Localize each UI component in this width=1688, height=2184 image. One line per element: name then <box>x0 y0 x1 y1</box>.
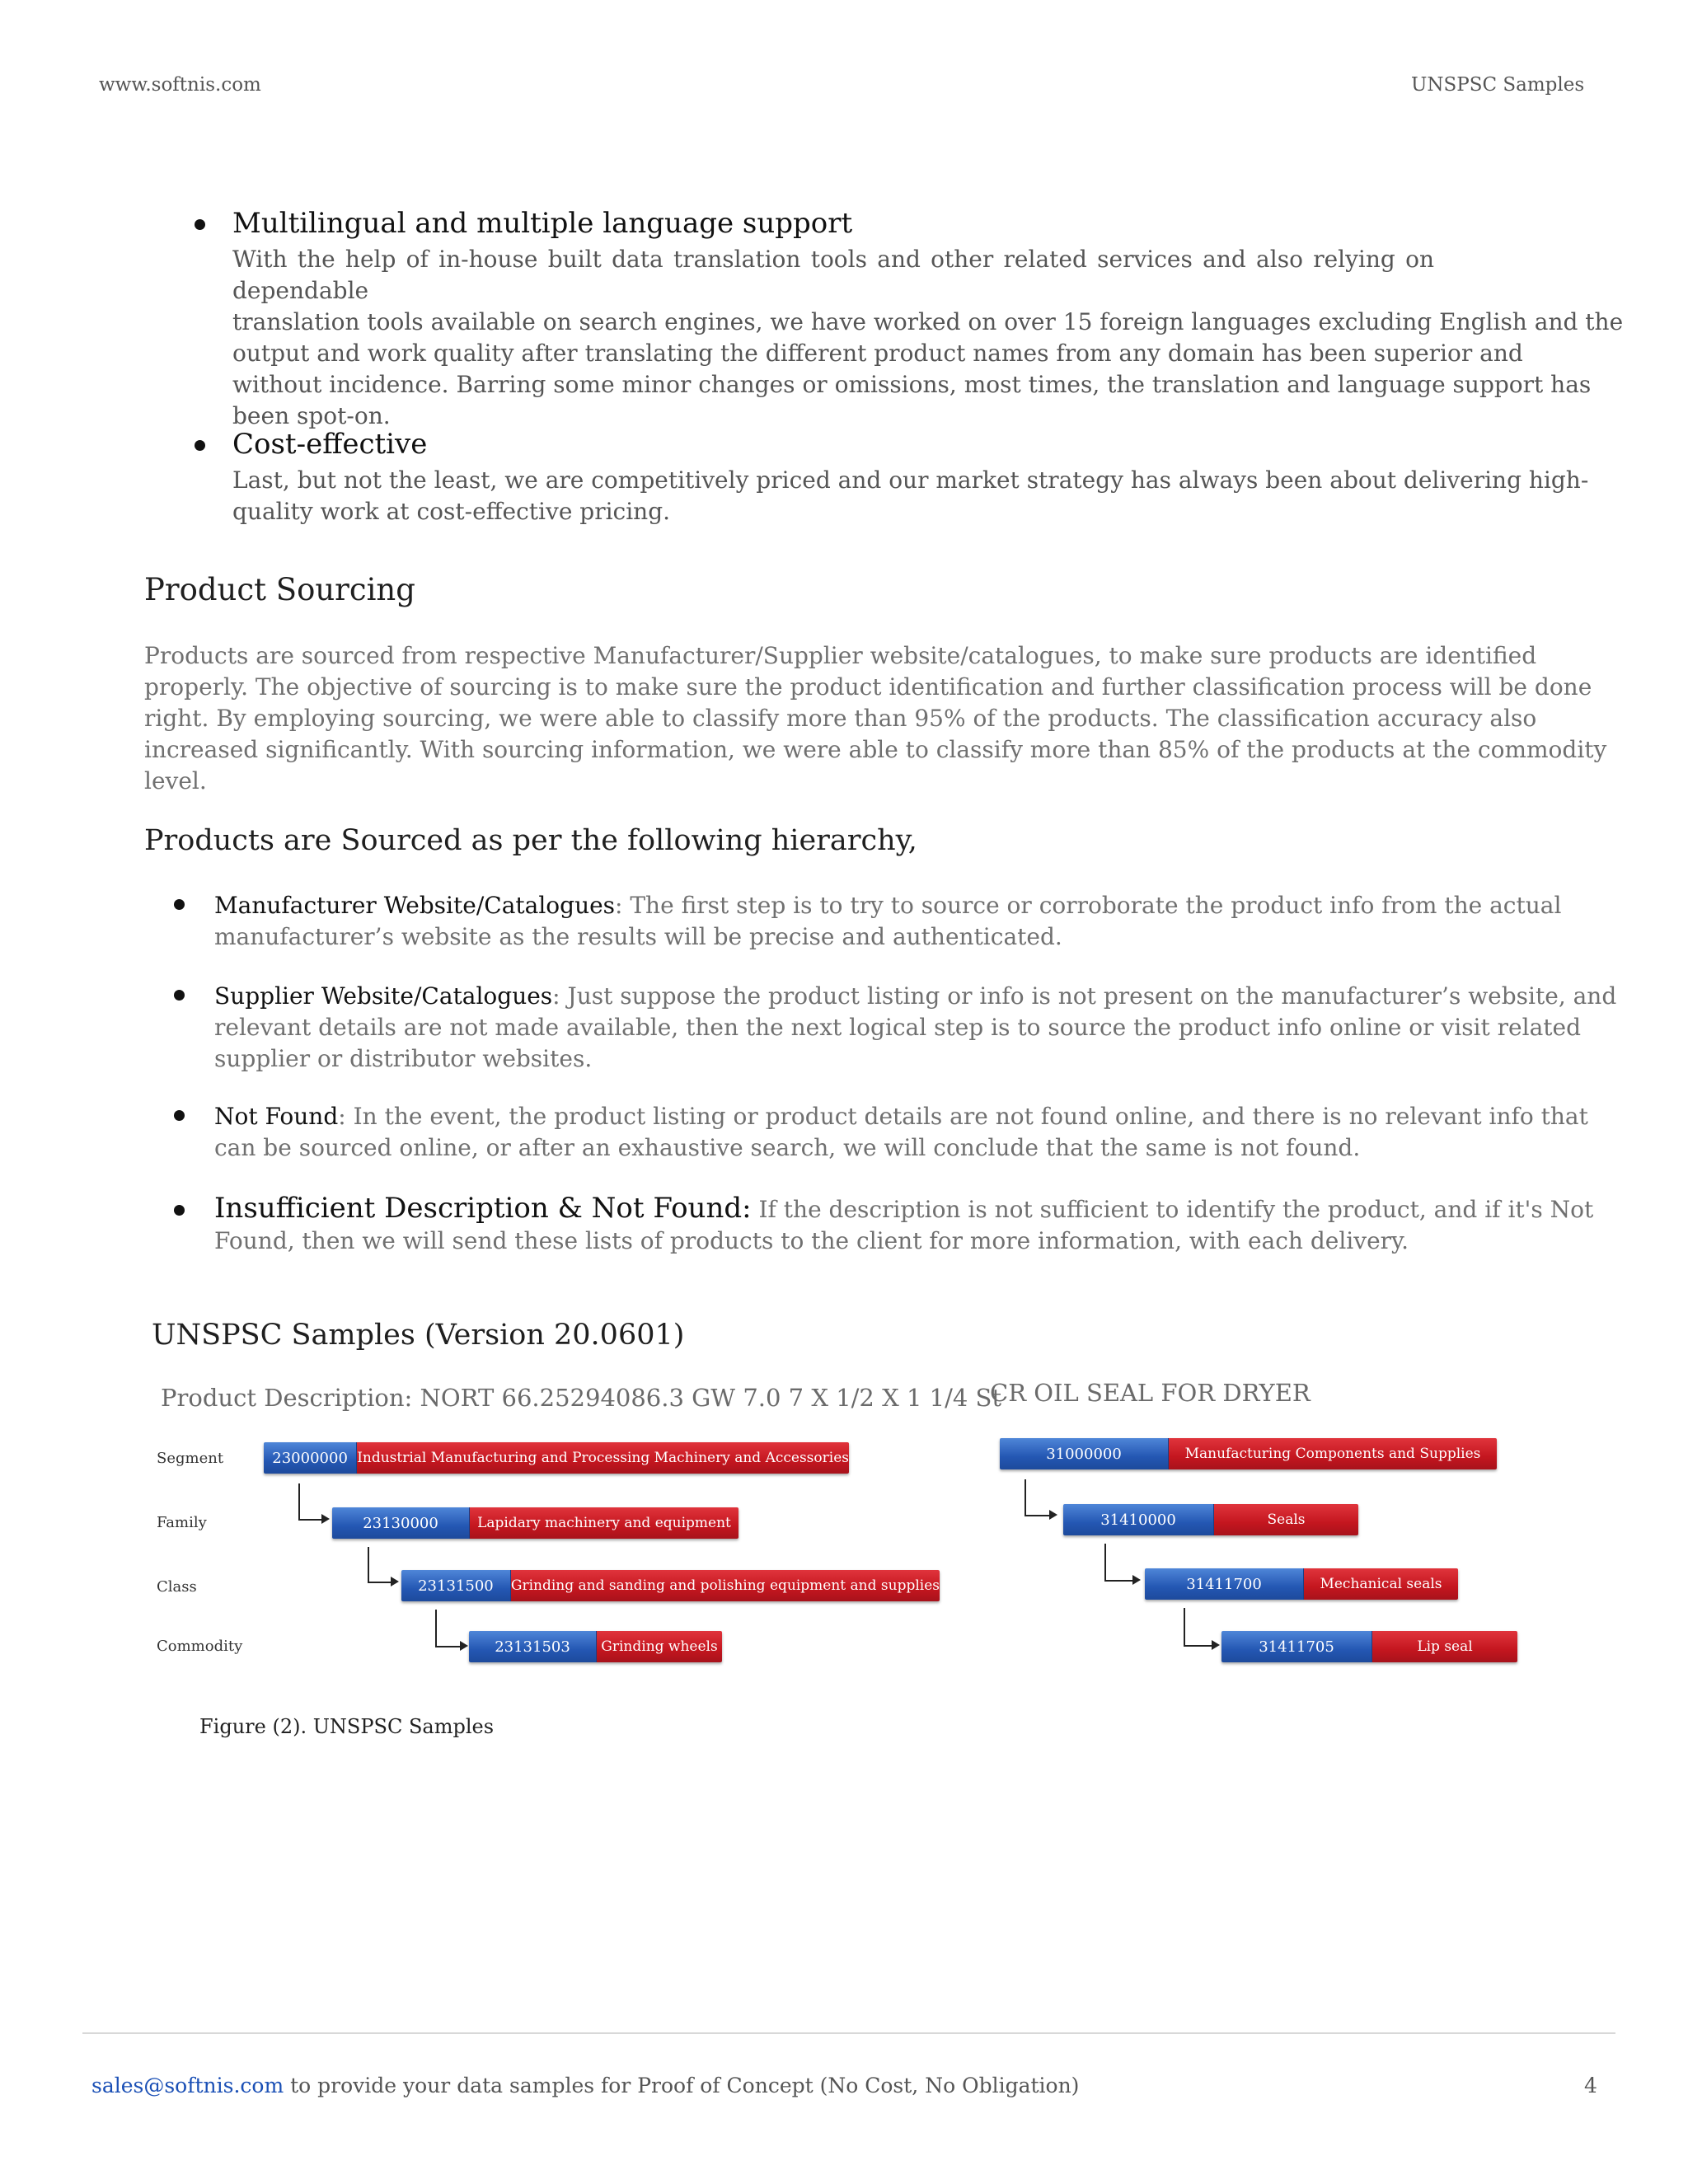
unspsc-left-family <box>332 1507 738 1539</box>
text-line: right. By employing sourcing, we were able to classify more than 95% of the products. The classification accuracy also <box>144 705 1537 732</box>
arrow-icon <box>391 1577 399 1586</box>
hierarchy-item-supplier <box>214 981 1616 1075</box>
label-separator: : <box>338 1103 346 1130</box>
hierarchy-item-manufacturer <box>214 890 1561 953</box>
hierarchy-connector <box>368 1547 392 1583</box>
level-label-class: Class <box>157 1578 197 1596</box>
text-line: translation tools available on search engines, we have worked on over 15 foreign languages excluding English and the <box>232 308 1624 335</box>
text-line: without incidence. Barring some minor changes or omissions, most times, the translation and language support has <box>232 371 1592 398</box>
hierarchy-connector <box>298 1483 323 1521</box>
bullet-dot <box>174 990 185 1001</box>
label-separator: : <box>615 892 623 919</box>
figure-caption: Figure (2). UNSPSC Samples <box>199 1715 495 1738</box>
section-title-unspsc: UNSPSC Samples (Version 20.0601) <box>152 1319 685 1352</box>
desc-cell: Grinding wheels <box>597 1631 722 1662</box>
unspsc-left-segment <box>264 1442 849 1474</box>
page-number: 4 <box>1584 2074 1597 2097</box>
arrow-icon <box>460 1641 468 1651</box>
unspsc-right-segment <box>1000 1438 1497 1469</box>
text-line: The first step is to try to source or corroborate the product info from the actual <box>622 892 1562 919</box>
section-title-hierarchy: Products are Sourced as per the following hierarchy, <box>144 824 917 857</box>
bullet-dot <box>174 1205 185 1216</box>
desc-cell: Industrial Manufacturing and Processing Machinery and Accessories <box>357 1442 849 1474</box>
code-cell: 31410000 <box>1063 1504 1214 1535</box>
arrow-icon <box>1049 1510 1057 1520</box>
text-line: quality work at cost-effective pricing. <box>232 498 671 525</box>
unspsc-left-heading: Product Description: NORT 66.25294086.3 GW 7.0 7 X 1/2 X 1 1/4 St <box>161 1384 1002 1412</box>
unspsc-right-commodity <box>1221 1631 1517 1662</box>
text-line: With the help of in-house built data translation tools and other related services and also relying on dependable <box>232 246 1434 304</box>
bullet-dot <box>174 899 185 910</box>
unspsc-right-class <box>1145 1568 1458 1600</box>
code-cell: 23130000 <box>332 1507 470 1539</box>
hierarchy-label: Supplier Website/Catalogues <box>214 982 553 1010</box>
arrow-icon <box>1212 1640 1220 1650</box>
bullet-dot <box>195 440 205 451</box>
text-line: output and work quality after translating the different product names from any domain has been superior and <box>232 340 1523 367</box>
code-cell: 23131500 <box>401 1570 511 1601</box>
code-cell: 23131503 <box>469 1631 597 1662</box>
code-cell: 31000000 <box>1000 1438 1169 1469</box>
desc-cell: Lapidary machinery and equipment <box>470 1507 738 1539</box>
footer-text <box>91 2074 1079 2097</box>
hierarchy-label: Insufficient Description & Not Found <box>214 1192 743 1225</box>
text-line: Found, then we will send these lists of products to the client for more information, with each delivery. <box>214 1227 1409 1254</box>
text-line: If the description is not sufficient to identify the product, and if it's Not <box>751 1196 1594 1223</box>
text-line: relevant details are not made available, then the next logical step is to source the product info online or visit related <box>214 1014 1582 1041</box>
hierarchy-item-insufficient <box>214 1193 1593 1257</box>
header-site: www.softnis.com <box>99 74 261 96</box>
desc-cell: Lip seal <box>1372 1631 1517 1662</box>
hierarchy-connector <box>1025 1479 1051 1516</box>
hierarchy-label: Not Found <box>214 1103 339 1130</box>
arrow-icon <box>321 1514 330 1524</box>
code-cell: 31411705 <box>1221 1631 1372 1662</box>
unspsc-left-class <box>401 1570 940 1601</box>
unspsc-right-heading: CR OIL SEAL FOR DRYER <box>990 1379 1311 1407</box>
bullet-dot <box>195 219 205 230</box>
section-title-product-sourcing: Product Sourcing <box>144 572 415 607</box>
hierarchy-connector <box>1184 1608 1213 1647</box>
level-label-family: Family <box>157 1514 207 1531</box>
arrow-icon <box>1132 1575 1141 1585</box>
bullet-title-multilingual: Multilingual and multiple language support <box>232 207 853 240</box>
code-cell: 31411700 <box>1145 1568 1304 1600</box>
footer-email-link[interactable]: sales@softnis.com <box>91 2074 284 2097</box>
text-line: In the event, the product listing or product details are not found online, and there is no relevant info that <box>345 1103 1588 1130</box>
hierarchy-connector <box>1104 1544 1134 1582</box>
level-label-segment: Segment <box>157 1450 224 1467</box>
bullet-body-multilingual <box>232 244 1623 432</box>
text-line: Just suppose the product listing or info is not present on the manufacturer’s website, and <box>560 982 1617 1010</box>
text-line: been spot-on. <box>232 402 391 429</box>
unspsc-right-family <box>1063 1504 1358 1535</box>
text-line: supplier or distributor websites. <box>214 1045 593 1072</box>
text-line: increased significantly. With sourcing information, we were able to classify more than 85% of the products at the commodity <box>144 736 1607 763</box>
text-line: Products are sourced from respective Manufacturer/Supplier website/catalogues, to make sure products are identified <box>144 642 1537 669</box>
product-sourcing-paragraph <box>144 640 1606 797</box>
bullet-title-cost-effective: Cost-effective <box>232 428 428 461</box>
desc-cell: Grinding and sanding and polishing equipment and supplies <box>511 1570 940 1601</box>
bullet-dot <box>174 1110 185 1121</box>
desc-cell: Manufacturing Components and Supplies <box>1169 1438 1497 1469</box>
hierarchy-label: Manufacturer Website/Catalogues <box>214 892 616 919</box>
hierarchy-connector <box>435 1610 462 1647</box>
desc-cell: Mechanical seals <box>1304 1568 1458 1600</box>
text-line: level. <box>144 767 207 794</box>
text-line: manufacturer’s website as the results will be precise and authenticated. <box>214 923 1062 950</box>
label-separator: : <box>552 982 560 1010</box>
header-doc-title: UNSPSC Samples <box>1411 74 1585 96</box>
unspsc-left-commodity <box>469 1631 722 1662</box>
text-line: properly. The objective of sourcing is to make sure the product identification and further classification process will be done <box>144 673 1592 701</box>
bullet-body-cost-effective <box>232 465 1588 527</box>
label-separator: : <box>742 1192 752 1225</box>
level-label-commodity: Commodity <box>157 1638 243 1655</box>
desc-cell: Seals <box>1214 1504 1358 1535</box>
footer-divider <box>82 2032 1615 2034</box>
code-cell: 23000000 <box>264 1442 357 1474</box>
footer-message: to provide your data samples for Proof of Concept (No Cost, No Obligation) <box>284 2074 1080 2097</box>
hierarchy-item-not-found <box>214 1101 1588 1164</box>
text-line: Last, but not the least, we are competitively priced and our market strategy has always been about delivering high- <box>232 466 1589 494</box>
text-line: can be sourced online, or after an exhaustive search, we will conclude that the same is not found. <box>214 1134 1361 1161</box>
